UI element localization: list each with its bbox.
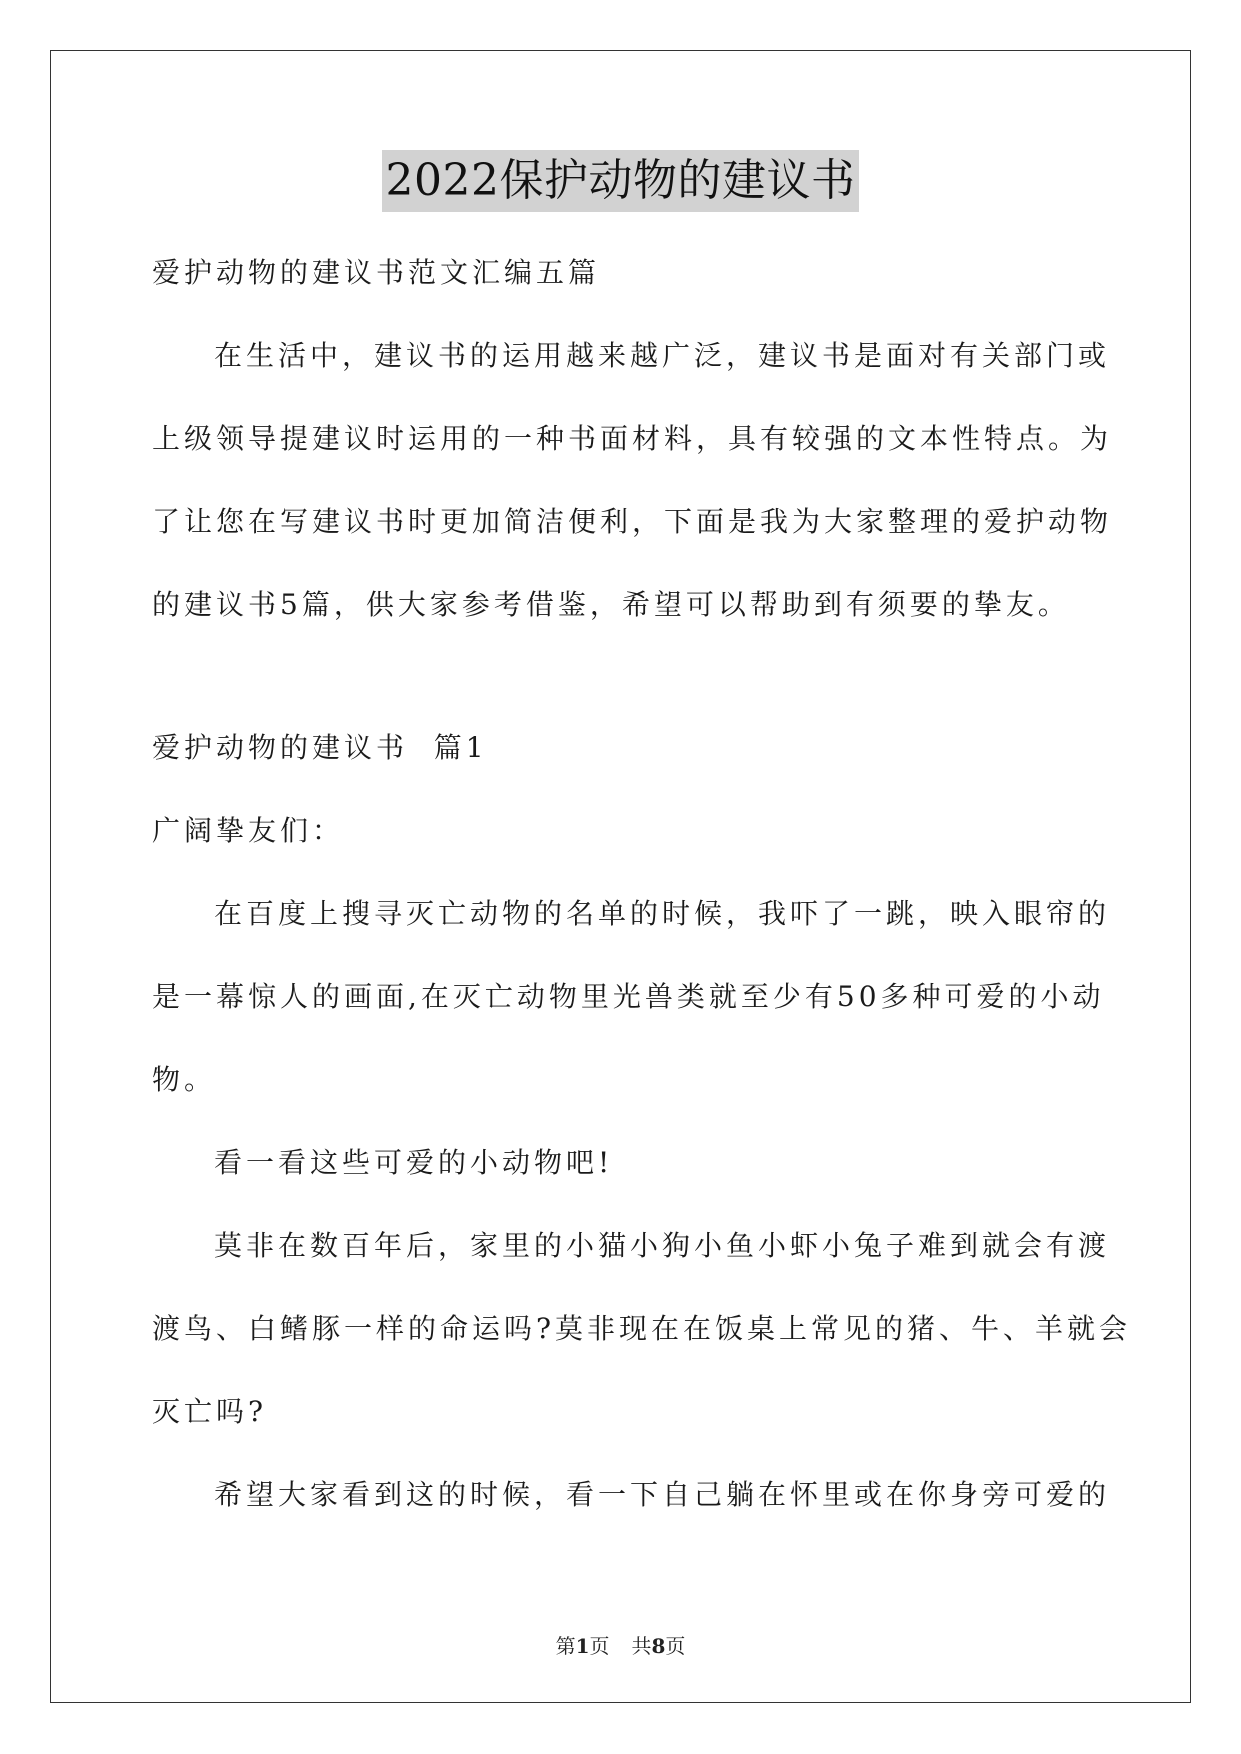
intro-line-4: 的建议书5篇，供大家参考借鉴，希望可以帮助到有须要的挚友。 bbox=[152, 588, 1070, 621]
page-suffix: 页 bbox=[589, 1634, 610, 1658]
para2-line-1: 看一看这些可爱的小动物吧! bbox=[214, 1146, 614, 1179]
document-body bbox=[152, 231, 1132, 1536]
para1-line-1: 在百度上搜寻灭亡动物的名单的时候，我吓了一跳，映入眼帘的 bbox=[214, 897, 1111, 930]
section-heading: 爱护动物的建议书 篇1 bbox=[152, 731, 488, 764]
page-prefix: 第 bbox=[555, 1634, 576, 1658]
salutation: 广阔挚友们： bbox=[152, 814, 345, 847]
total-pages: 8 bbox=[651, 1634, 666, 1658]
total-prefix: 共 bbox=[631, 1634, 652, 1658]
page-footer bbox=[0, 1630, 1241, 1659]
para3-line-3: 灭亡吗? bbox=[152, 1395, 268, 1428]
para4-line-1: 希望大家看到这的时候，看一下自己躺在怀里或在你身旁可爱的 bbox=[214, 1478, 1111, 1511]
para3-line-2: 渡鸟、白鳍豚一样的命运吗?莫非现在在饭桌上常见的猪、牛、羊就会 bbox=[152, 1312, 1132, 1345]
spacer bbox=[152, 646, 1092, 706]
para1-line-3: 物。 bbox=[152, 1063, 217, 1096]
total-suffix: 页 bbox=[665, 1634, 686, 1658]
intro-line-1: 在生活中，建议书的运用越来越广泛，建议书是面对有关部门或 bbox=[214, 339, 1111, 372]
page-number: 1 bbox=[575, 1634, 590, 1658]
para1-line-2: 是一幕惊人的画面,在灭亡动物里光兽类就至少有50多种可爱的小动 bbox=[152, 980, 1105, 1013]
intro-line-2: 上级领导提建议时运用的一种书面材料，具有较强的文本性特点。为 bbox=[152, 422, 1113, 455]
para3-line-1: 莫非在数百年后，家里的小猫小狗小鱼小虾小兔子难到就会有渡 bbox=[214, 1229, 1111, 1262]
intro-line-3: 了让您在写建议书时更加简洁便利，下面是我为大家整理的爱护动物 bbox=[152, 505, 1113, 538]
title-container bbox=[0, 150, 1241, 212]
document-title: 2022保护动物的建议书 bbox=[382, 150, 860, 212]
subtitle: 爱护动物的建议书范文汇编五篇 bbox=[152, 256, 601, 289]
